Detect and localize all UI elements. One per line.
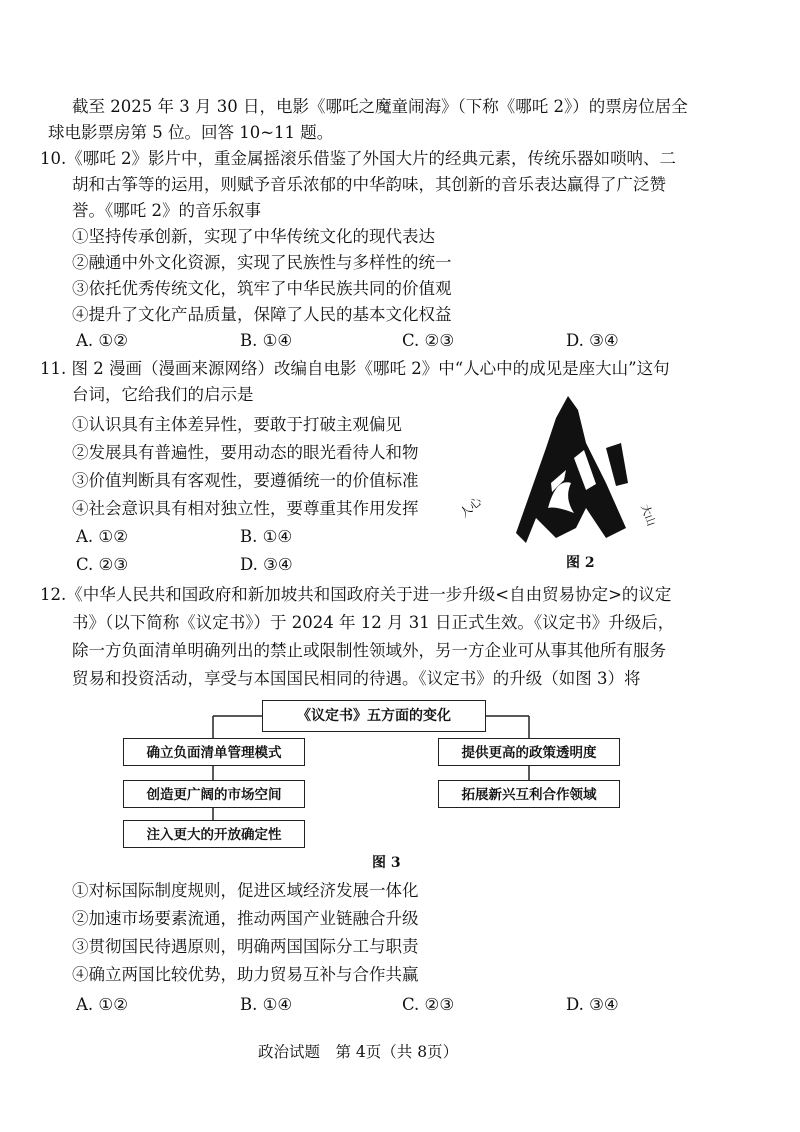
- svg-text:大山: 大山: [638, 502, 658, 528]
- q11-item-2: ②发展具有普遍性，要用动态的眼光看待人和物: [72, 443, 419, 462]
- intro-line-1: 截至 2025 年 3 月 30 日，电影《哪吒之魔童闹海》（下称《哪吒 2》）的票房位居全: [72, 97, 688, 116]
- q10-item-2: ②融通中外文化资源，实现了民族性与多样性的统一: [72, 253, 452, 272]
- q10-item-3: ③依托优秀传统文化，筑牢了中华民族共同的价值观: [72, 279, 452, 298]
- q11-option-b[interactable]: B. ①④: [240, 527, 293, 546]
- q11-stem-line-2: 台词，它给我们的启示是: [72, 385, 254, 404]
- q12-option-b[interactable]: B. ①④: [240, 995, 293, 1014]
- diagram-left-box-3: 注入更大的开放确定性: [123, 820, 305, 848]
- q11-item-4: ④社会意识具有相对独立性，要尊重其作用发挥: [72, 499, 419, 518]
- diagram-right-box-1: 提供更高的政策透明度: [438, 738, 620, 766]
- svg-text:人心: 人心: [456, 494, 485, 521]
- q10-option-a[interactable]: A. ①②: [76, 331, 128, 350]
- q10-stem-line-3: 誉。《哪吒 2》的音乐叙事: [72, 201, 261, 220]
- q10-stem-line-1: 10.《哪吒 2》影片中，重金属摇滚乐借鉴了外国大片的经典元素，传统乐器如唢呐、二: [40, 149, 676, 168]
- q12-item-2: ②加速市场要素流通，推动两国产业链融合升级: [72, 909, 419, 928]
- diagram-right-box-2: 拓展新兴互利合作领域: [438, 780, 620, 808]
- q12-item-4: ④确立两国比较优势，助力贸易互补与合作共赢: [72, 965, 419, 984]
- q12-option-d[interactable]: D. ③④: [566, 995, 619, 1014]
- diagram-left-box-2: 创造更广阔的市场空间: [123, 780, 305, 808]
- q12-stem-line-2: 书》（以下简称《议定书》）于 2024 年 12 月 31 日正式生效。《议定书》升级后，: [72, 613, 675, 632]
- q12-stem-line-3: 除一方负面清单明确列出的禁止或限制性领域外，另一方企业可从事其他所有服务: [72, 641, 666, 660]
- intro-line-2: 球电影票房第 5 位。回答 10~11 题。: [48, 123, 334, 142]
- q10-option-d[interactable]: D. ③④: [566, 331, 619, 350]
- q12-stem-line-1: 12.《中华人民共和国政府和新加坡共和国政府关于进一步升级<自由贸易协定>的议定: [40, 585, 672, 604]
- diagram-left-box-1: 确立负面清单管理模式: [123, 738, 305, 766]
- q11-item-3: ③价值判断具有客观性，要遵循统一的价值标准: [72, 471, 419, 490]
- q10-stem-line-2: 胡和古筝等的运用，则赋予音乐浓郁的中华韵味，其创新的音乐表达赢得了广泛赞: [72, 175, 666, 194]
- q10-item-4: ④提升了文化产品质量，保障了人民的基本文化权益: [72, 305, 452, 324]
- q12-stem-line-4: 贸易和投资活动，享受与本国国民相同的待遇。《议定书》的升级（如图 3）将: [72, 669, 641, 688]
- q11-option-c[interactable]: C. ②③: [76, 555, 129, 574]
- diagram-root-box: 《议定书》五方面的变化: [262, 700, 486, 732]
- q11-option-a[interactable]: A. ①②: [76, 527, 128, 546]
- q11-option-d[interactable]: D. ③④: [240, 555, 293, 574]
- page-footer: 政治试题 第 4页（共 8页）: [258, 1043, 459, 1061]
- q10-item-1: ①坚持传承创新，实现了中华传统文化的现代表达: [72, 227, 435, 246]
- figure-3-label: 图 3: [372, 855, 401, 871]
- q12-item-1: ①对标国际制度规则，促进区域经济发展一体化: [72, 881, 419, 900]
- q11-item-1: ①认识具有主体差异性，要敢于打破主观偏见: [72, 415, 402, 434]
- q12-option-a[interactable]: A. ①②: [76, 995, 128, 1014]
- q10-option-b[interactable]: B. ①④: [240, 331, 293, 350]
- q12-item-3: ③贯彻国民待遇原则，明确两国国际分工与职责: [72, 937, 419, 956]
- figure-2-label: 图 2: [566, 555, 595, 571]
- q10-option-c[interactable]: C. ②③: [402, 331, 455, 350]
- q11-stem-line-1: 11. 图 2 漫画（漫画来源网络）改编自电影《哪吒 2》中“人心中的成见是座大山”这句: [40, 359, 670, 378]
- q12-option-c[interactable]: C. ②③: [402, 995, 455, 1014]
